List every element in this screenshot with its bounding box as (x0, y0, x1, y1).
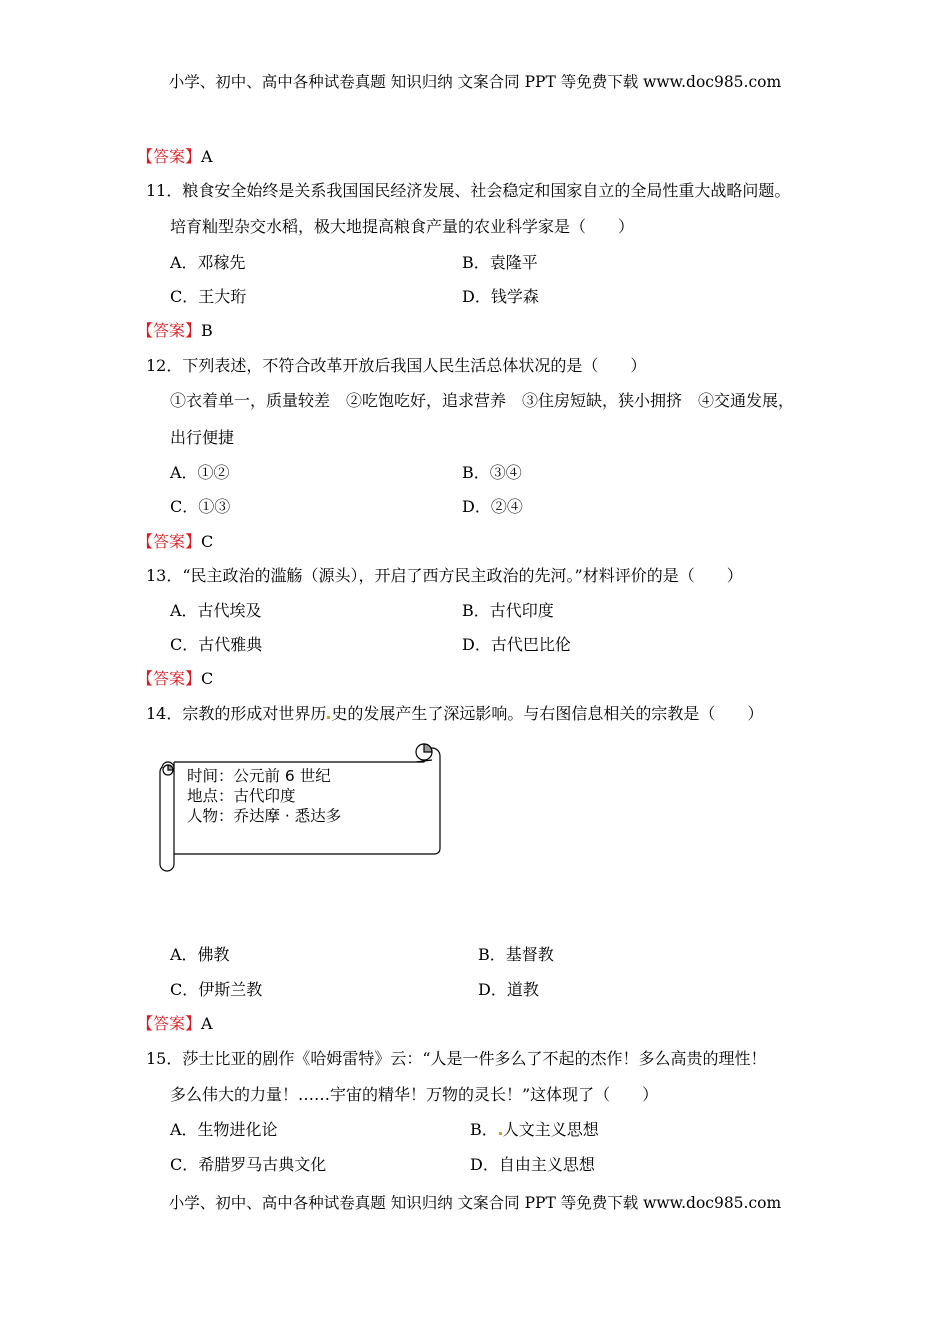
q11-option-d: D．钱学森 (462, 287, 539, 306)
q13-stem-line1: 13．“民主政治的滥觞（源头），开启了西方民主政治的先河。”材料评价的是（ ） (146, 566, 743, 585)
q11-stem-line2: 培育籼型杂交水稻，极大地提高粮食产量的农业科学家是（ ） (170, 217, 635, 236)
q15-option-d: D．自由主义思想 (470, 1155, 595, 1174)
answer-value: B (201, 321, 213, 340)
answer-value: A (201, 1014, 213, 1033)
q11-option-b: B．袁隆平 (462, 253, 538, 272)
q12-stem-line3: 出行便捷 (170, 428, 235, 447)
q13-option-a: A．古代埃及 (170, 601, 262, 620)
q11-option-a: A．邓稼先 (170, 253, 246, 272)
q13-option-c: C．古代雅典 (170, 635, 263, 654)
page-footer: 小学、初中、高中各种试卷真题 知识归纳 文案合同 PPT 等免费下载 www.doc985.com (168, 1194, 782, 1212)
q14-stem-part2: 史的发展产生了深远影响。与右图信息相关的宗教是（ ） (331, 704, 764, 723)
q15-option-b-text: 人文主义思想 (502, 1120, 599, 1139)
answer-q12 (137, 532, 213, 552)
scroll-place: 地点：古代印度 (187, 787, 296, 805)
q14-stem-line1 (146, 704, 763, 724)
q14-option-b: B．基督教 (478, 945, 554, 964)
q15-option-b-prefix: B． (470, 1120, 498, 1139)
q11-stem-line1: 11．粮食安全始终是关系我国国民经济发展、社会稳定和国家自立的全局性重大战略问题。 (146, 181, 791, 200)
answer-label: 【答案】 (137, 1014, 202, 1033)
q12-option-a: A．①② (170, 463, 230, 482)
answer-label: 【答案】 (137, 532, 202, 551)
q15-option-b (470, 1120, 599, 1140)
q11-option-c: C．王大珩 (170, 287, 247, 306)
q15-option-a: A．生物进化论 (170, 1120, 278, 1139)
answer-q14 (137, 1014, 213, 1034)
q12-stem-line2: ①衣着单一，质量较差 ②吃饱吃好，追求营养 ③住房短缺，狭小拥挤 ④交通发展， (170, 391, 795, 410)
scroll-person: 人物：乔达摩 · 悉达多 (187, 807, 342, 825)
ink-dot-mark (327, 716, 330, 719)
q12-option-c: C．①③ (170, 497, 231, 516)
q14-option-a: A．佛教 (170, 945, 230, 964)
answer-value: A (201, 147, 213, 166)
q14-option-d: D．道教 (478, 980, 539, 999)
answer-label: 【答案】 (137, 321, 202, 340)
answer-label: 【答案】 (137, 669, 202, 688)
q14-option-c: C．伊斯兰教 (170, 980, 263, 999)
answer-q13 (137, 669, 213, 689)
q15-stem-line1: 15．莎士比亚的剧作《哈姆雷特》云：“人是一件多么了不起的杰作！多么高贵的理性！ (146, 1049, 767, 1068)
q13-option-b: B．古代印度 (462, 601, 554, 620)
q15-option-c: C．希腊罗马古典文化 (170, 1155, 327, 1174)
page-header: 小学、初中、高中各种试卷真题 知识归纳 文案合同 PPT 等免费下载 www.doc985.com (168, 73, 782, 91)
q14-stem-part1: 14．宗教的形成对世界历 (146, 704, 327, 723)
answer-q10 (137, 147, 213, 167)
answer-value: C (201, 532, 214, 551)
scroll-time: 时间：公元前 6 世纪 (187, 767, 331, 785)
q15-stem-line2: 多么伟大的力量！……宇宙的精华！万物的灵长！”这体现了（ ） (170, 1085, 659, 1104)
answer-q11 (137, 321, 213, 341)
scroll-text (187, 766, 341, 826)
q12-option-b: B．③④ (462, 463, 522, 482)
q12-option-d: D．②④ (462, 497, 523, 516)
q13-option-d: D．古代巴比伦 (462, 635, 571, 654)
answer-label: 【答案】 (137, 147, 202, 166)
answer-value: C (201, 669, 214, 688)
ink-dot-mark (499, 1132, 502, 1135)
q12-stem-line1: 12．下列表述，不符合改革开放后我国人民生活总体状况的是（ ） (146, 356, 647, 375)
